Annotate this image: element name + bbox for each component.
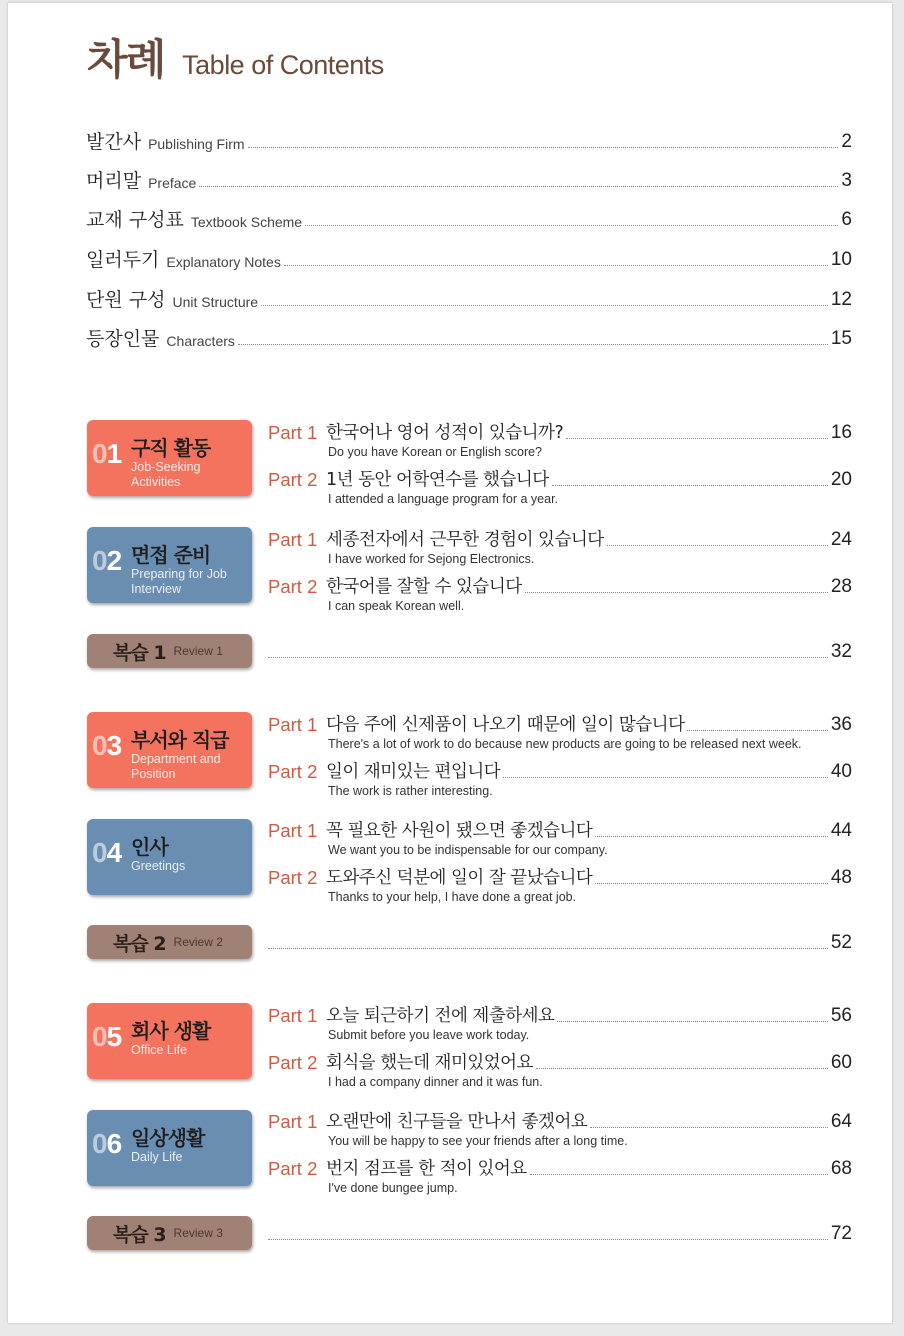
dot-leader — [248, 147, 839, 148]
unit-badge-06[interactable] — [87, 1110, 252, 1186]
page-number: 60 — [830, 1052, 852, 1073]
page-number: 32 — [830, 641, 852, 662]
entry-title-ko: 단원 구성 — [86, 289, 166, 311]
page-number: 24 — [830, 529, 852, 550]
dot-leader — [284, 265, 828, 266]
unit-title-en: Preparing for Job Interview — [131, 567, 227, 596]
part-title-ko: 도와주신 덕분에 일이 잘 끝났습니다 — [326, 868, 593, 888]
part-row[interactable] — [268, 815, 852, 843]
part-title-ko: 오랜만에 친구들을 만나서 좋겠어요 — [326, 1112, 588, 1132]
page-number: 15 — [830, 328, 852, 349]
front-matter-row[interactable] — [86, 124, 852, 154]
unit-number: 01 — [92, 438, 122, 469]
part-title-ko: 오늘 퇴근하기 전에 제출하세요 — [326, 1006, 555, 1026]
review-badge-1[interactable] — [87, 634, 252, 668]
review-title-en: Review 3 — [173, 1226, 223, 1240]
part-label: Part 2 — [268, 1158, 318, 1179]
part-title-ko: 한국어를 잘할 수 있습니다 — [326, 577, 522, 597]
dot-leader — [305, 225, 838, 226]
part-title-ko: 세종전자에서 근무한 경험이 있습니다 — [326, 530, 604, 550]
review-title-ko: 복습 2 — [113, 932, 166, 955]
dot-leader — [687, 730, 827, 731]
page-number: 56 — [830, 1005, 852, 1026]
page-number: 72 — [830, 1223, 852, 1244]
part-label: Part 1 — [268, 529, 318, 550]
unit-badge-03[interactable] — [87, 712, 252, 788]
part-title-ko: 꼭 필요한 사원이 됐으면 좋겠습니다 — [326, 821, 593, 841]
unit-title-en: Greetings — [131, 859, 186, 873]
part-label: Part 1 — [268, 1111, 318, 1132]
part-title-en: You will be happy to see your friends after a long time. — [328, 1134, 628, 1148]
entry-title-ko: 머리말 — [86, 170, 142, 192]
review-title-en: Review 2 — [173, 935, 223, 949]
unit-title-ko: 면접 준비 — [131, 543, 211, 567]
dot-leader — [590, 1127, 828, 1128]
dot-leader — [552, 485, 828, 486]
unit-title-ko: 구직 활동 — [131, 436, 211, 460]
unit-number: 03 — [92, 730, 122, 761]
part-label: Part 2 — [268, 469, 318, 490]
entry-title-ko: 교재 구성표 — [86, 209, 184, 231]
part-label: Part 1 — [268, 820, 318, 841]
unit-number: 04 — [92, 837, 122, 868]
entry-title-en: Textbook Scheme — [190, 214, 303, 230]
part-row[interactable] — [268, 417, 852, 445]
dot-leader — [199, 186, 838, 187]
part-row[interactable] — [268, 1153, 852, 1181]
front-matter-row[interactable] — [86, 282, 852, 312]
unit-badge-02[interactable] — [87, 527, 252, 603]
part-title-en: I have worked for Sejong Electronics. — [328, 552, 535, 566]
page-number: 10 — [830, 249, 852, 270]
unit-badge-01[interactable] — [87, 420, 252, 496]
dot-leader — [268, 657, 828, 658]
page-number: 40 — [830, 761, 852, 782]
page-number: 3 — [841, 170, 852, 191]
dot-leader — [530, 1174, 828, 1175]
entry-title-en: Unit Structure — [172, 294, 259, 310]
unit-number: 06 — [92, 1128, 122, 1159]
review-title-en: Review 1 — [173, 644, 223, 658]
part-title-ko: 회식을 했는데 재미있었어요 — [326, 1053, 533, 1073]
review-row[interactable] — [268, 1218, 852, 1246]
part-label: Part 2 — [268, 867, 318, 888]
part-title-en: I had a company dinner and it was fun. — [328, 1075, 543, 1089]
page-title-ko: 차례 — [87, 35, 165, 84]
entry-title-ko: 일러두기 — [86, 249, 160, 271]
part-row[interactable] — [268, 709, 852, 737]
toc-page — [8, 3, 892, 1323]
entry-title-en: Explanatory Notes — [166, 254, 281, 270]
part-row[interactable] — [268, 464, 852, 492]
unit-title-en: Daily Life — [131, 1150, 183, 1164]
part-title-en: The work is rather interesting. — [328, 784, 493, 798]
entry-title-en: Characters — [166, 333, 235, 349]
unit-title-en: Job-Seeking Activities — [131, 460, 201, 489]
unit-title-en: Department and Position — [131, 752, 221, 781]
part-row[interactable] — [268, 1047, 852, 1075]
page-number: 36 — [830, 714, 852, 735]
part-title-ko: 한국어나 영어 성적이 있습니까? — [326, 423, 564, 443]
dot-leader — [557, 1021, 827, 1022]
part-row[interactable] — [268, 862, 852, 890]
review-row[interactable] — [268, 927, 852, 955]
front-matter-row[interactable] — [86, 321, 852, 351]
entry-title-ko: 발간사 — [86, 131, 142, 153]
part-label: Part 1 — [268, 422, 318, 443]
unit-number: 02 — [92, 545, 122, 576]
page-number: 52 — [830, 932, 852, 953]
part-title-en: Do you have Korean or English score? — [328, 445, 543, 459]
page-number: 64 — [830, 1111, 852, 1132]
page-number: 2 — [841, 131, 852, 152]
page-number: 44 — [830, 820, 852, 841]
dot-leader — [595, 836, 828, 837]
part-label: Part 2 — [268, 1052, 318, 1073]
review-badge-2[interactable] — [87, 925, 252, 959]
page-number: 28 — [830, 576, 852, 597]
dot-leader — [268, 1239, 828, 1240]
page-header — [87, 27, 384, 87]
page-title-en: Table of Contents — [182, 50, 384, 80]
dot-leader — [503, 777, 828, 778]
part-title-en: I attended a language program for a year. — [328, 492, 559, 506]
review-row[interactable] — [268, 636, 852, 664]
page-number: 68 — [830, 1158, 852, 1179]
dot-leader — [607, 545, 828, 546]
entry-title-en: Preface — [148, 175, 197, 191]
page-number: 12 — [830, 289, 852, 310]
part-title-en: We want you to be indispensable for our company. — [328, 843, 608, 857]
review-title-ko: 복습 3 — [113, 1223, 166, 1246]
part-label: Part 2 — [268, 761, 318, 782]
part-title-en: Thanks to your help, I have done a great job. — [328, 890, 577, 904]
part-label: Part 2 — [268, 576, 318, 597]
dot-leader — [566, 438, 828, 439]
part-title-en: There's a lot of work to do because new products are going to be released next week. — [328, 737, 802, 751]
dot-leader — [268, 948, 828, 949]
part-label: Part 1 — [268, 1005, 318, 1026]
part-row[interactable] — [268, 1000, 852, 1028]
page-number: 20 — [830, 469, 852, 490]
entry-title-en: Publishing Firm — [148, 136, 245, 152]
part-title-en: I can speak Korean well. — [328, 599, 465, 613]
page-number: 6 — [841, 209, 852, 230]
part-title-en: I've done bungee jump. — [328, 1181, 458, 1195]
front-matter-row[interactable] — [86, 202, 852, 232]
part-row[interactable] — [268, 571, 852, 599]
page-number: 16 — [830, 422, 852, 443]
dot-leader — [525, 592, 828, 593]
part-title-ko: 1년 동안 어학연수를 했습니다 — [326, 470, 549, 490]
part-title-en: Submit before you leave work today. — [328, 1028, 530, 1042]
front-matter-row[interactable] — [86, 242, 852, 272]
unit-title-ko: 인사 — [131, 835, 168, 859]
page-number: 48 — [830, 867, 852, 888]
part-row[interactable] — [268, 756, 852, 784]
review-badge-3[interactable] — [87, 1216, 252, 1250]
part-label: Part 1 — [268, 714, 318, 735]
part-title-ko: 번지 점프를 한 적이 있어요 — [326, 1159, 527, 1179]
entry-title-ko: 등장인물 — [86, 328, 160, 350]
dot-leader — [536, 1068, 828, 1069]
unit-badge-05[interactable] — [87, 1003, 252, 1079]
unit-title-ko: 일상생활 — [131, 1126, 205, 1150]
front-matter-row[interactable] — [86, 163, 852, 193]
review-title-ko: 복습 1 — [113, 641, 166, 664]
part-row[interactable] — [268, 524, 852, 552]
part-title-ko: 일이 재미있는 편입니다 — [326, 762, 501, 782]
unit-number: 05 — [92, 1021, 122, 1052]
part-row[interactable] — [268, 1106, 852, 1134]
part-title-ko: 다음 주에 신제품이 나오기 때문에 일이 많습니다 — [326, 715, 685, 735]
dot-leader — [238, 344, 828, 345]
dot-leader — [595, 883, 828, 884]
dot-leader — [261, 305, 828, 306]
unit-title-ko: 회사 생활 — [131, 1019, 211, 1043]
unit-badge-04[interactable] — [87, 819, 252, 895]
unit-title-ko: 부서와 직급 — [131, 728, 229, 752]
unit-title-en: Office Life — [131, 1043, 188, 1057]
